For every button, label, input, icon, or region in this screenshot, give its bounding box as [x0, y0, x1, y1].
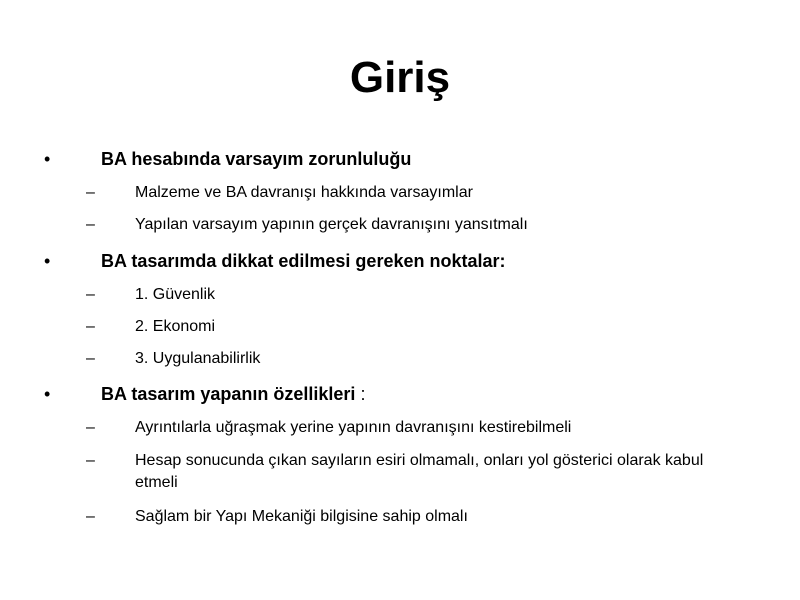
sub-bullet-marker: –	[86, 452, 95, 469]
bullet-marker: •	[44, 384, 51, 404]
sub-bullet-text: Hesap sonucunda çıkan sayıların esiri olmamalı, onları yol gösterici olarak kabul etmeli	[135, 452, 704, 491]
bullet-marker: •	[44, 149, 51, 169]
sub-bullet-text: Yapılan varsayım yapının gerçek davranışını yansıtmalı	[135, 216, 528, 233]
sub-bullet-marker: –	[86, 286, 95, 303]
bullet-text-suffix: :	[355, 384, 366, 404]
bullet-marker: •	[44, 251, 51, 271]
sub-bullet-text: 2. Ekonomi	[135, 318, 216, 335]
slide-title: Giriş	[349, 53, 451, 102]
sub-bullet-marker: –	[86, 508, 95, 525]
bullet-text-main: BA tasarımda dikkat edilmesi gereken noktalar:	[101, 251, 506, 271]
bullet-text	[101, 249, 751, 273]
sub-bullet-marker: –	[86, 318, 95, 335]
sub-bullet-text: 3. Uygulanabilirlik	[135, 350, 261, 367]
sub-bullet-marker: –	[86, 184, 95, 201]
sub-bullet-text: Ayrıntılarla uğraşmak yerine yapının davranışını kestirebilmeli	[135, 419, 572, 436]
sub-bullet-text: Malzeme ve BA davranışı hakkında varsayımlar	[135, 184, 473, 201]
sub-bullet-text: 1. Güvenlik	[135, 286, 216, 303]
bullet-text-main: BA tasarım yapanın özellikleri	[101, 384, 356, 404]
sub-bullet-text: Sağlam bir Yapı Mekaniği bilgisine sahip olmalı	[135, 508, 468, 525]
bullet-text	[101, 147, 751, 171]
sub-bullet-marker: –	[86, 216, 95, 233]
bullet-text-main: BA hesabında varsayım zorunluluğu	[101, 149, 412, 169]
sub-bullet-marker: –	[86, 350, 95, 367]
bullet-text	[101, 382, 751, 406]
sub-bullet-marker: –	[86, 419, 95, 436]
